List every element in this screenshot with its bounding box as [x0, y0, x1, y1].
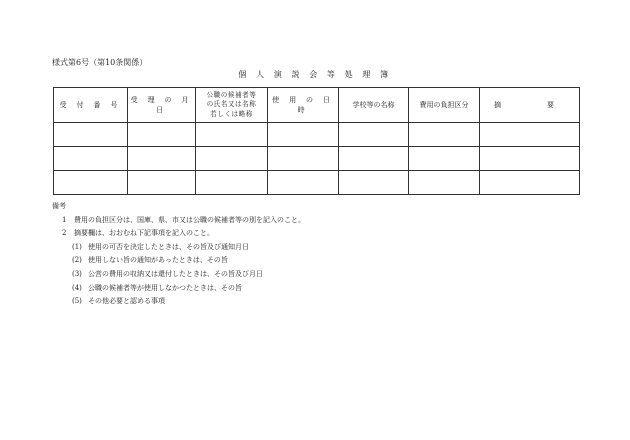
table-cell[interactable] — [128, 171, 196, 195]
table-row — [54, 171, 580, 195]
note-text: 摘要欄は、おおむね下記事項を記入のこと。 — [74, 229, 214, 238]
note-sub-item — [72, 295, 305, 309]
notes-section — [52, 200, 305, 309]
candidate-header-line-1: 公職の候補者等 — [206, 90, 257, 99]
table-cell[interactable] — [268, 147, 339, 171]
note-sub-number: (1) — [72, 242, 82, 251]
form-number: 様式第6号（第10条関係） — [52, 58, 148, 67]
note-number: 2 — [62, 229, 67, 238]
column-header-receipt-date: 受 理 の 月 日 — [128, 88, 196, 123]
note-sub-item — [72, 254, 305, 268]
note-sub-number: (4) — [72, 283, 82, 292]
note-sub-text: 公営の費用の収納又は還付したときは、その旨及び月日 — [88, 269, 263, 278]
table-header-row — [54, 88, 580, 123]
notes-heading: 備考 — [52, 202, 66, 210]
table-row — [54, 123, 580, 147]
table-cell[interactable] — [54, 123, 128, 147]
table-cell[interactable] — [480, 123, 580, 147]
table-cell[interactable] — [196, 123, 268, 147]
table-cell[interactable] — [480, 147, 580, 171]
table-cell[interactable] — [196, 171, 268, 195]
table-cell[interactable] — [268, 123, 339, 147]
note-sub-text: 使用しない旨の通知があったときは、その旨 — [88, 256, 228, 265]
document-title: 個 人 演 説 会 等 処 理 簿 — [238, 70, 392, 79]
table-cell[interactable] — [268, 171, 339, 195]
candidate-header-line-2: の氏名又は名称 — [206, 100, 257, 109]
note-sub-text: その他必要と認める事項 — [88, 297, 165, 306]
table-row — [54, 147, 580, 171]
note-number: 1 — [62, 215, 67, 224]
table-cell[interactable] — [409, 147, 480, 171]
table-cell[interactable] — [409, 171, 480, 195]
note-text: 費用の負担区分は、国庫、県、市又は公職の候補者等の別を記入のこと。 — [74, 215, 305, 224]
note-sub-number: (2) — [72, 256, 82, 265]
table-cell[interactable] — [128, 147, 196, 171]
remarks-header-part-2: 要 — [547, 101, 554, 109]
table-cell[interactable] — [54, 147, 128, 171]
table-cell[interactable] — [339, 123, 409, 147]
note-sub-number: (3) — [72, 269, 82, 278]
column-header-school-name: 学校等の名称 — [339, 88, 409, 123]
processing-ledger-table — [53, 87, 580, 195]
column-header-usage-datetime: 使 用 の 日 時 — [268, 88, 339, 123]
column-header-receipt-number: 受 付 番 号 — [54, 88, 128, 123]
candidate-header-line-3: 若しくは略称 — [210, 109, 253, 118]
table-cell[interactable] — [54, 171, 128, 195]
table-cell[interactable] — [339, 171, 409, 195]
note-sub-text: 使用の可否を決定したときは、その旨及び通知月日 — [88, 242, 249, 251]
column-header-remarks — [480, 88, 580, 123]
note-sub-item — [72, 241, 305, 255]
table-cell[interactable] — [480, 171, 580, 195]
note-sub-item — [72, 268, 305, 282]
table-cell[interactable] — [196, 147, 268, 171]
column-header-candidate-name — [196, 88, 268, 123]
table-cell[interactable] — [128, 123, 196, 147]
note-sub-number: (5) — [72, 297, 82, 306]
note-item — [62, 227, 305, 241]
table-cell[interactable] — [409, 123, 480, 147]
note-sub-item — [72, 282, 305, 296]
table-cell[interactable] — [339, 147, 409, 171]
note-sub-text: 公職の候補者等が使用しなかつたときは、その旨 — [88, 283, 242, 292]
note-item — [62, 214, 305, 228]
column-header-cost-burden: 費用の負担区分 — [409, 88, 480, 123]
remarks-header-part-1: 摘 — [494, 101, 501, 109]
